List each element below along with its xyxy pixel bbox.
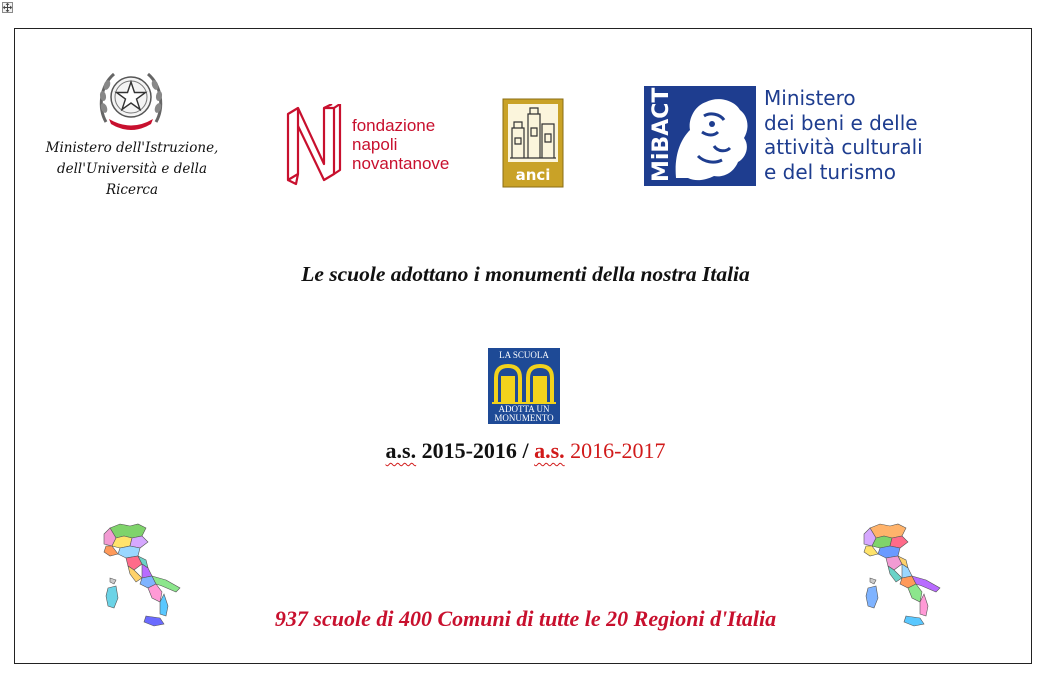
- italian-republic-emblem-icon: [96, 64, 166, 134]
- mibact-text: [764, 86, 923, 184]
- anci-logo-text: anci: [515, 166, 551, 184]
- schools-summary: 937 scuole di 400 Comuni di tutte le 20 Regioni d'Italia: [274, 606, 777, 631]
- sign-top-text: LA SCUOLA: [499, 350, 549, 360]
- mibact-line3: attività culturali: [764, 135, 923, 159]
- fondazione-line3: novantanove: [352, 154, 450, 173]
- mibact-line1: Ministero: [764, 86, 856, 110]
- fondazione-text: [352, 116, 449, 173]
- sign-bottom-line2: MONUMENTO: [494, 413, 554, 423]
- table-move-handle-icon[interactable]: [2, 2, 13, 13]
- mibact-vertical-text: MiBACT: [649, 87, 674, 182]
- sign-bottom-line1: ADOTTA UN: [498, 404, 550, 414]
- miur-caption-line1: Ministero dell'Istruzione,: [45, 140, 219, 156]
- scuola-adotta-monumento-logo-icon: [488, 348, 560, 424]
- miur-caption-line2: dell'Università e della Ricerca: [56, 161, 208, 198]
- year2-range: 2016-2017: [570, 438, 666, 463]
- mibact-line2: dei beni e delle: [764, 110, 918, 135]
- anci-logo-icon: [502, 98, 564, 188]
- year-separator: /: [522, 438, 529, 463]
- school-years: [0, 438, 1051, 464]
- year1-prefix: a.s.: [385, 438, 417, 463]
- mibact-line4: e del turismo: [764, 159, 897, 184]
- fondazione-line2: napoli: [352, 135, 398, 154]
- mibact-logo-icon: [644, 86, 756, 186]
- miur-caption: [32, 138, 232, 201]
- fondazione-line1: fondazione: [352, 116, 436, 135]
- document-title: Le scuole adottano i monumenti della nostra Italia: [301, 262, 750, 286]
- year1-range: 2015-2016: [421, 438, 517, 463]
- fondazione-n-logo-icon: [284, 104, 346, 186]
- year2-prefix: a.s.: [534, 438, 565, 463]
